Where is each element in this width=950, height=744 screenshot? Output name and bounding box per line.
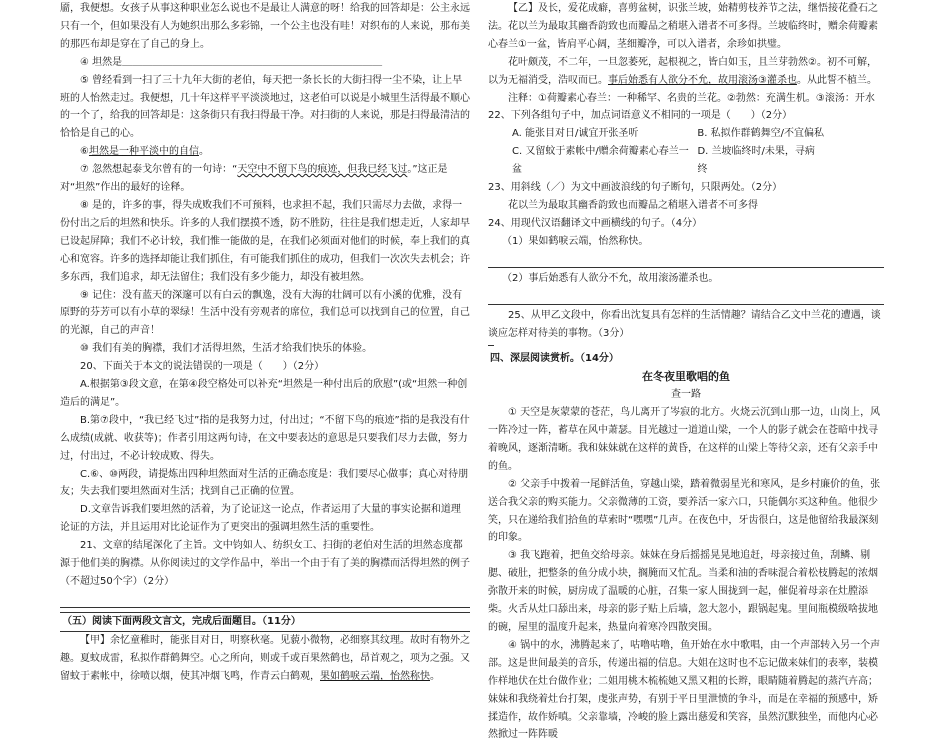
left-column (60, 0, 470, 682)
passage-yi: 【乙】及长，爱花成癖，喜剪盆树，识张兰坡，始精剪枝养节之法，继悟接花叠石之法。花以兰为最取其幽香韵致也而瓣品之稍堪入谱者不可多得。兰坡临终时，赠余荷瓣素心春兰①一盆，皆肩平心阔，茎细瓣净，可以入谱者，余珍如拱璧。 (488, 3, 878, 50)
right-column (488, 0, 884, 741)
option-22c: C. 又留蚊于素帐中/赠余荷瓣素心春兰一盆 (512, 146, 689, 176)
option-22a: A. 能张目对日/诚宜开张圣听 (512, 128, 639, 140)
paragraph-4: ④ 坦然是＿＿＿＿＿＿＿＿＿＿＿＿＿＿＿＿＿＿＿＿＿＿＿＿＿＿ (80, 56, 383, 68)
question-24: 24、用现代汉语翻译文中画横线的句子。（4分） (488, 217, 703, 229)
answer-dash[interactable] (488, 345, 494, 346)
paragraph-10: ⑩ 我们有美的胸襟，我们才活得坦然，生活才给我们快乐的体验。 (80, 343, 373, 355)
passage-jia: 【甲】余忆童稚时，能张目对日，明察秋毫。见藐小微物，必细察其纹理。故时有物外之趣。夏蚊成雷，私拟作群鹤舞空。心之所向，则或千或百果然鹤也，昂首观之，项为之强。又留蚊于素帐中，徐喷以烟，使其冲烟飞鸣，作青云白鹤观，果如鹤唳云端，怡然称快。 (60, 634, 470, 682)
option-22d: D. 兰坡临终时/未果，寻病终 (697, 146, 815, 176)
question-25: 25、从甲乙文段中，你看出沈复具有怎样的生活情趣？请结合乙文中兰花的遭遇，谈谈应怎样对待美的事物。（3分） (488, 309, 881, 339)
section-4-heading: 四、深层阅读赏析。（14分） (490, 353, 619, 365)
question-24-2: （2）事后始悉有人欲分不允，故用滚汤灌杀也。 (502, 272, 719, 284)
answer-line[interactable] (60, 591, 470, 608)
passage-yi-2: 花叶颇茂，不二年，一旦忽萎死，起根视之，皆白如玉，且兰芽勃然②。初不可解，以为无福消受，浩叹而已。事后始悉有人欲分不允，故用滚汤③灌杀也。从此誓不植兰。 (488, 56, 877, 86)
answer-line[interactable] (488, 251, 884, 268)
story-author: 查一路 (671, 389, 701, 401)
answer-line[interactable] (488, 288, 884, 305)
question-23-sentence: 花以兰为最取其幽香韵致也而瓣品之稍堪入谱者不可多得 (508, 199, 758, 211)
section-5-heading: （五）阅读下面两段文言文，完成后面题目。（11分） (60, 612, 470, 632)
paragraph-top: 靥，我便想。女孩子从事这种职业怎么说也不是最让人满意的呀！给我的回答却是：公主永远只有一个，但如果没有人为她织出那么多彩锦，一个公主也没有哇！对织布的人来说，那布美的那匹布却是穿在了自己的身上。 (60, 3, 470, 50)
paragraph-9: ⑨ 记住：没有蓝天的深邃可以有白云的飘逸，没有大海的壮阔可以有小溪的优雅，没有原野的芬芳可以有小草的翠绿！生活中没有旁观者的席位，我们总可以找到自己的位置，自己的光源，自己的声音！ (60, 289, 470, 337)
paragraph-7: ⑦ 忽然想起泰戈尔曾有的一句诗：“天空中不留下鸟的痕迹，但我已经飞过。”这正是对“坦然”作出的最好的诠释。 (60, 164, 448, 194)
question-24-1: （1）果如鹤唳云端，怡然称快。 (502, 235, 649, 247)
question-21: 21、文章的结尾深化了主旨。文中钧如人、纺织女工、扫街的老伯对生活的坦然态度都源于他们美的胸襟。从你阅读过的文学作品中，举出一个由于有了美的胸襟而活得坦然的例子（不超过50个字）（2分） (60, 540, 470, 587)
paragraph-8: ⑧ 是的，许多的事，得失成败我们不可预料，也求担不起，我们只需尽力去做，求得一份付出之后的坦然和快乐。许多的人我们摆摸不透，防不胜防，往往是我们想走近，人家却早已设起屏障；我们不必计较，我们惟一能做的是，在我们必须面对他们的时候，奉上我们的真心和宽容。许多的选择却能让我们抓住，有可能我们抓住的成功，但我们一次次失去机会；许多东西，我们追求，却无法留住；我们没有多少能力，却没有被坦然。 (60, 199, 470, 283)
option-20d: D.文章告诉我们要坦然的活着，为了论证这一论点，作者运用了大量的事实论据和道理论证的方法，并且运用对比论证作为了更突出的强调坦然生活的重要性。 (60, 504, 461, 534)
notes: 注释：①荷瓣素心春兰：一种稀罕、名贵的兰花。②勃然：充满生机。③滚汤：开水 (508, 92, 875, 104)
option-22b: B. 私拟作群鹤舞空/不宜偏私 (697, 128, 824, 140)
option-20a: A.根据第③段文意，在第④段空格处可以补充“坦然是一种付出后的欣慰”(或“坦然一种创造后的满足”。 (60, 379, 468, 408)
option-20c: C.⑥、⑩两段，请提炼出四种坦然面对生活的正确态度是：我们要尽心做事；真心对待朋友；失去我们要坦然面对生活；找到自己正确的位置。 (60, 468, 469, 498)
question-23: 23、用斜线（／）为文中画波浪线的句子断句，只限两处。（2分） (488, 182, 783, 194)
options-22-row2 (488, 143, 884, 179)
story-paragraph-2: ② 父亲手中拨着一尾鲜活鱼，穿越山梁，踏着微弱星光和寒风，是乡村廉价的鱼，张送合我父亲的购买能力。父亲微薄的工资，要养活一家六口，只能偶尔买这种鱼。他很少笑，只在递给我们拾鱼的草索时“嘿嘿”几声。在夜色中，牙齿很白，这是他留给我最深刻的印象。 (488, 478, 881, 544)
underlined-sentence: 果如鹤唳云端，怡然称快 (320, 670, 430, 682)
question-20: 20、下面关于本文的说法错误的一项是（ ）（2分） (80, 361, 325, 373)
underlined-sentence: 坦然是一种平淡中的自信 (88, 146, 199, 158)
story-title: 在冬夜里歌唱的鱼 (642, 370, 730, 384)
paragraph-6: ⑥坦然是一种平淡中的自信。 (80, 146, 209, 158)
question-22: 22、下列各组句子中，加点词语意义不相同的一项是（ ）（2分） (488, 110, 793, 122)
underlined-sentence: 事后始悉有人欲分不允，故用滚汤③灌杀也 (608, 74, 797, 86)
options-22-row1 (488, 125, 884, 143)
story-paragraph-3: ③ 我飞跑着，把鱼交给母亲。妹妹在身后摇摇晃晃地追赶，母亲接过鱼，刮鳞、剔腮、破肚，把整条的鱼分成小块，搁腌而又忙乱。当柔和油的香味混合着松枝腾起的浓烟弥散开来的时候，厨房成了温暖的心脏，召集一家人围拢到一起，催促着母亲在灶膛添柴。火舌从灶口舔出来，母亲的影子贴上后墙，忽大忽小，跟锅起鬼。里间瓶模级啥拔地的碗，屋里的温度升起来，热量向着寒冷四散突围。 (488, 550, 878, 633)
story-paragraph-1: ① 天空是灰蒙蒙的苍茫，鸟儿离开了岑寂的北方。火烧云沉到山那一边，山岗上，风一阵冷过一阵，蓄草在风中萧瑟。目光越过一道道山梁，一个人的影子就会在苍暗中找寻着晚风，逐渐清晰。我和妹妹就在这样的黄昏，在这样的山梁上等待父亲，还有父亲手中的鱼。 (488, 407, 881, 472)
paragraph-5: ⑤ 曾经看到一扫了三十九年大街的老伯，每天把一条长长的大街扫得一尘不染，让上早班的人怡然走过。我便想，几十年这样平平淡淡地过，这老伯可以说是小城里生活得最不顺心的一个了，给我的回答却是：这条街只有我扫得最干净。对扫街的人来说，那是扫得最清洁的恰恰是自己的心。 (60, 74, 470, 140)
story-paragraph-4: ④ 锅中的水，沸腾起来了，咕噜咕噜，鱼开始在水中歌唱，由一个声部转入另一个声部。这是世间最美的音乐，传递出福的信息。大姐在这时也不忘记做来妹们的表率，装模作样地伏在灶台做作业；二姐用桃木梳梳她又黑又粗的长辫，眼睛随着腾起的蒸汽卉高；妹妹和我绕着灶台打架，虔张声势，有别于平日里泄愤的争斗，而是在幸福的预感中，矫揉造作，故作娇嗔。父亲靠墙，冷峻的脸上露出慈爱和笑容，虽然沉默独坐，而他内心必然掀过一阵阵暖 (488, 639, 881, 741)
wavy-quote: 天空中不留下鸟的痕迹，但我已经飞过 (237, 164, 408, 176)
option-20b: B.第⑦段中，“我已经飞过”指的是我努力过，付出过；“不留下鸟的痕迹”指的是我没有什么成绩(成就、收获等)；作者引用这两句诗，在文中要表达的意思是只要我们尽力去做，努力过，付出过，不必计较成败、得失。 (60, 414, 470, 462)
